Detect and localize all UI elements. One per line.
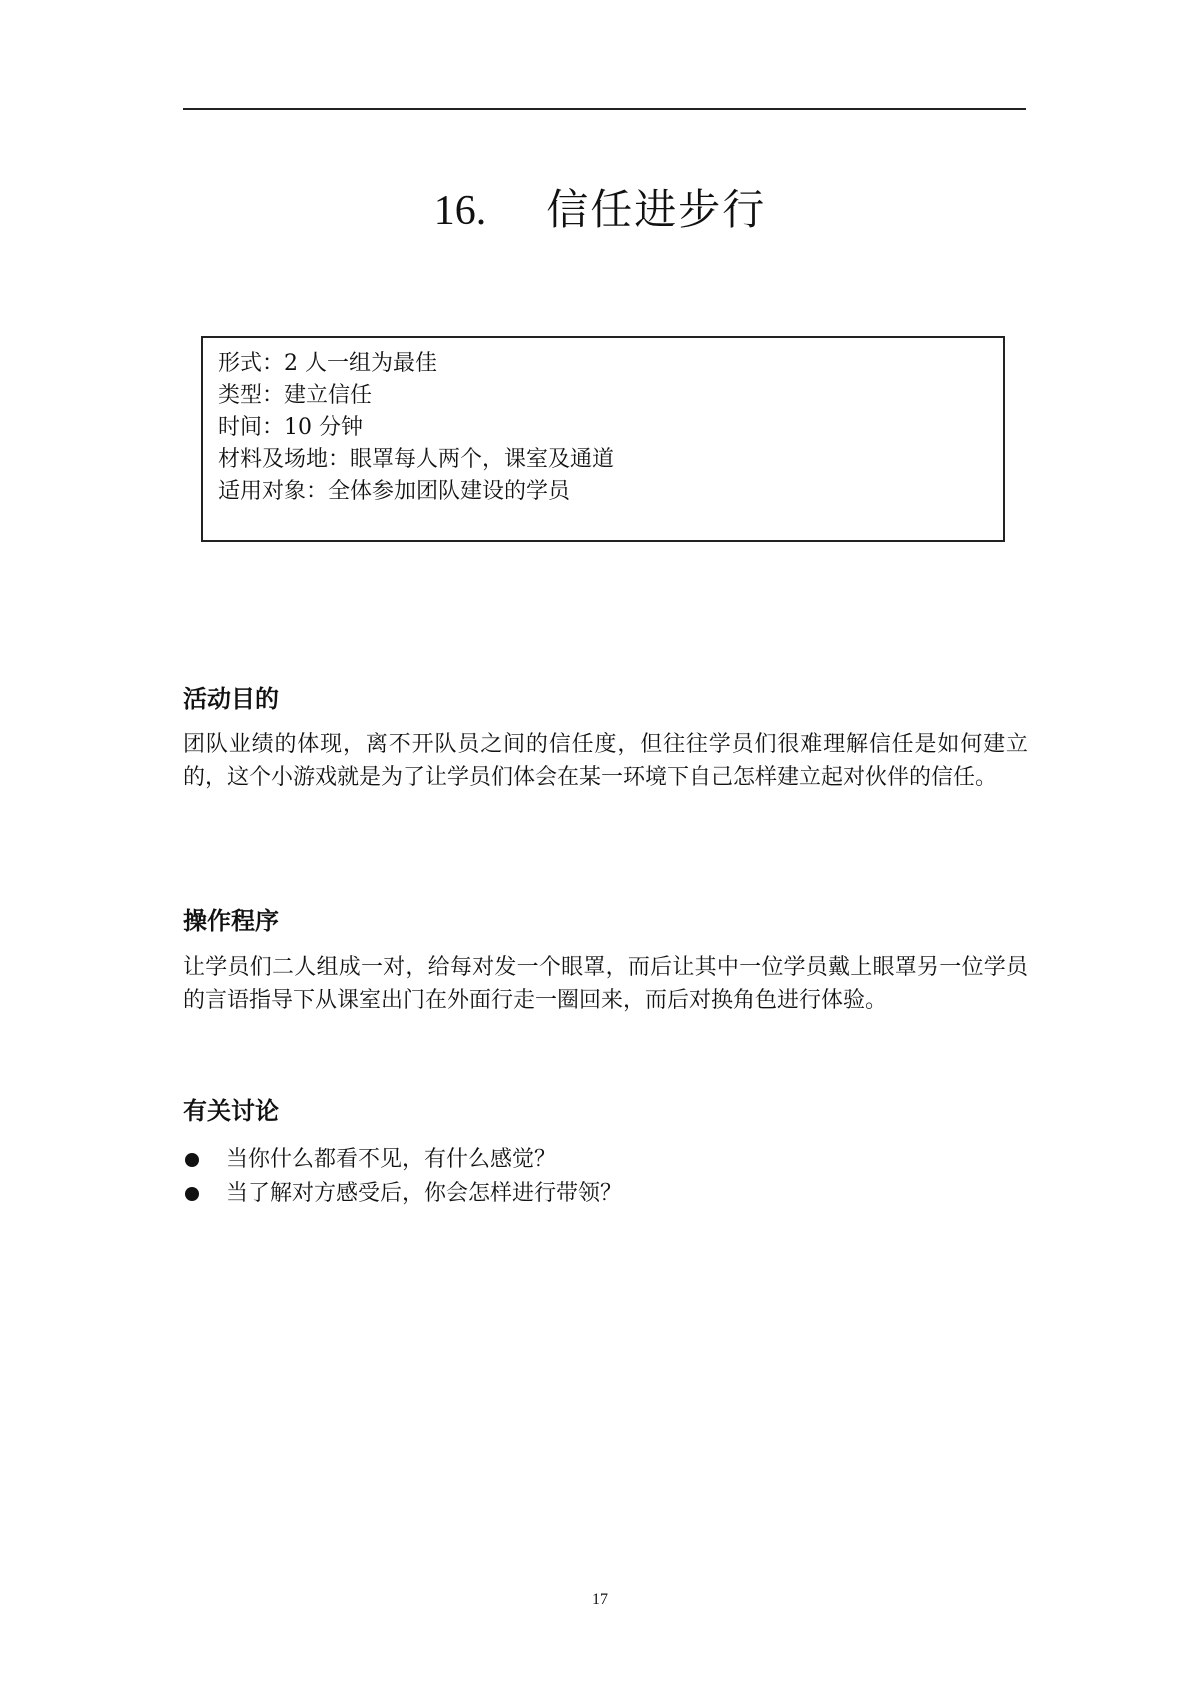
page-number: 17 xyxy=(592,1591,608,1608)
list-item xyxy=(183,1177,622,1211)
purpose-paragraph: 团队业绩的体现，离不开队员之间的信任度，但往往学员们很难理解信任是如何建立的，这个小游戏就是为了让学员们体会在某一环境下自己怎样建立起对伙伴的信任。 xyxy=(183,732,1028,790)
list-item xyxy=(183,1143,622,1177)
header-rule xyxy=(183,108,1026,110)
purpose-heading: 活动目的 xyxy=(183,685,279,713)
bullet-icon xyxy=(185,1153,199,1167)
info-audience: 适用对象：全体参加团队建设的学员 xyxy=(218,479,571,504)
title-number: 16. xyxy=(433,188,487,234)
info-time: 时间：10 分钟 xyxy=(218,415,363,440)
page-title xyxy=(0,180,1200,240)
list-item-text: 当了解对方感受后，你会怎样进行带领？ xyxy=(226,1181,623,1206)
activity-info-box xyxy=(201,336,1005,542)
procedure-heading: 操作程序 xyxy=(183,907,279,935)
info-type: 类型：建立信任 xyxy=(218,383,373,408)
discussion-heading: 有关讨论 xyxy=(183,1097,279,1125)
discussion-list xyxy=(183,1143,622,1211)
bullet-icon xyxy=(185,1187,199,1201)
info-format: 形式：2 人一组为最佳 xyxy=(218,351,437,376)
procedure-paragraph: 让学员们二人组成一对，给每对发一个眼罩，而后让其中一位学员戴上眼罩另一位学员的言语指导下从课室出门在外面行走一圈回来，而后对换角色进行体验。 xyxy=(183,955,1028,1013)
info-materials: 材料及场地：眼罩每人两个，课室及通道 xyxy=(218,447,615,472)
list-item-text: 当你什么都看不见，有什么感觉？ xyxy=(226,1147,557,1172)
title-text: 信任进步行 xyxy=(546,185,767,234)
